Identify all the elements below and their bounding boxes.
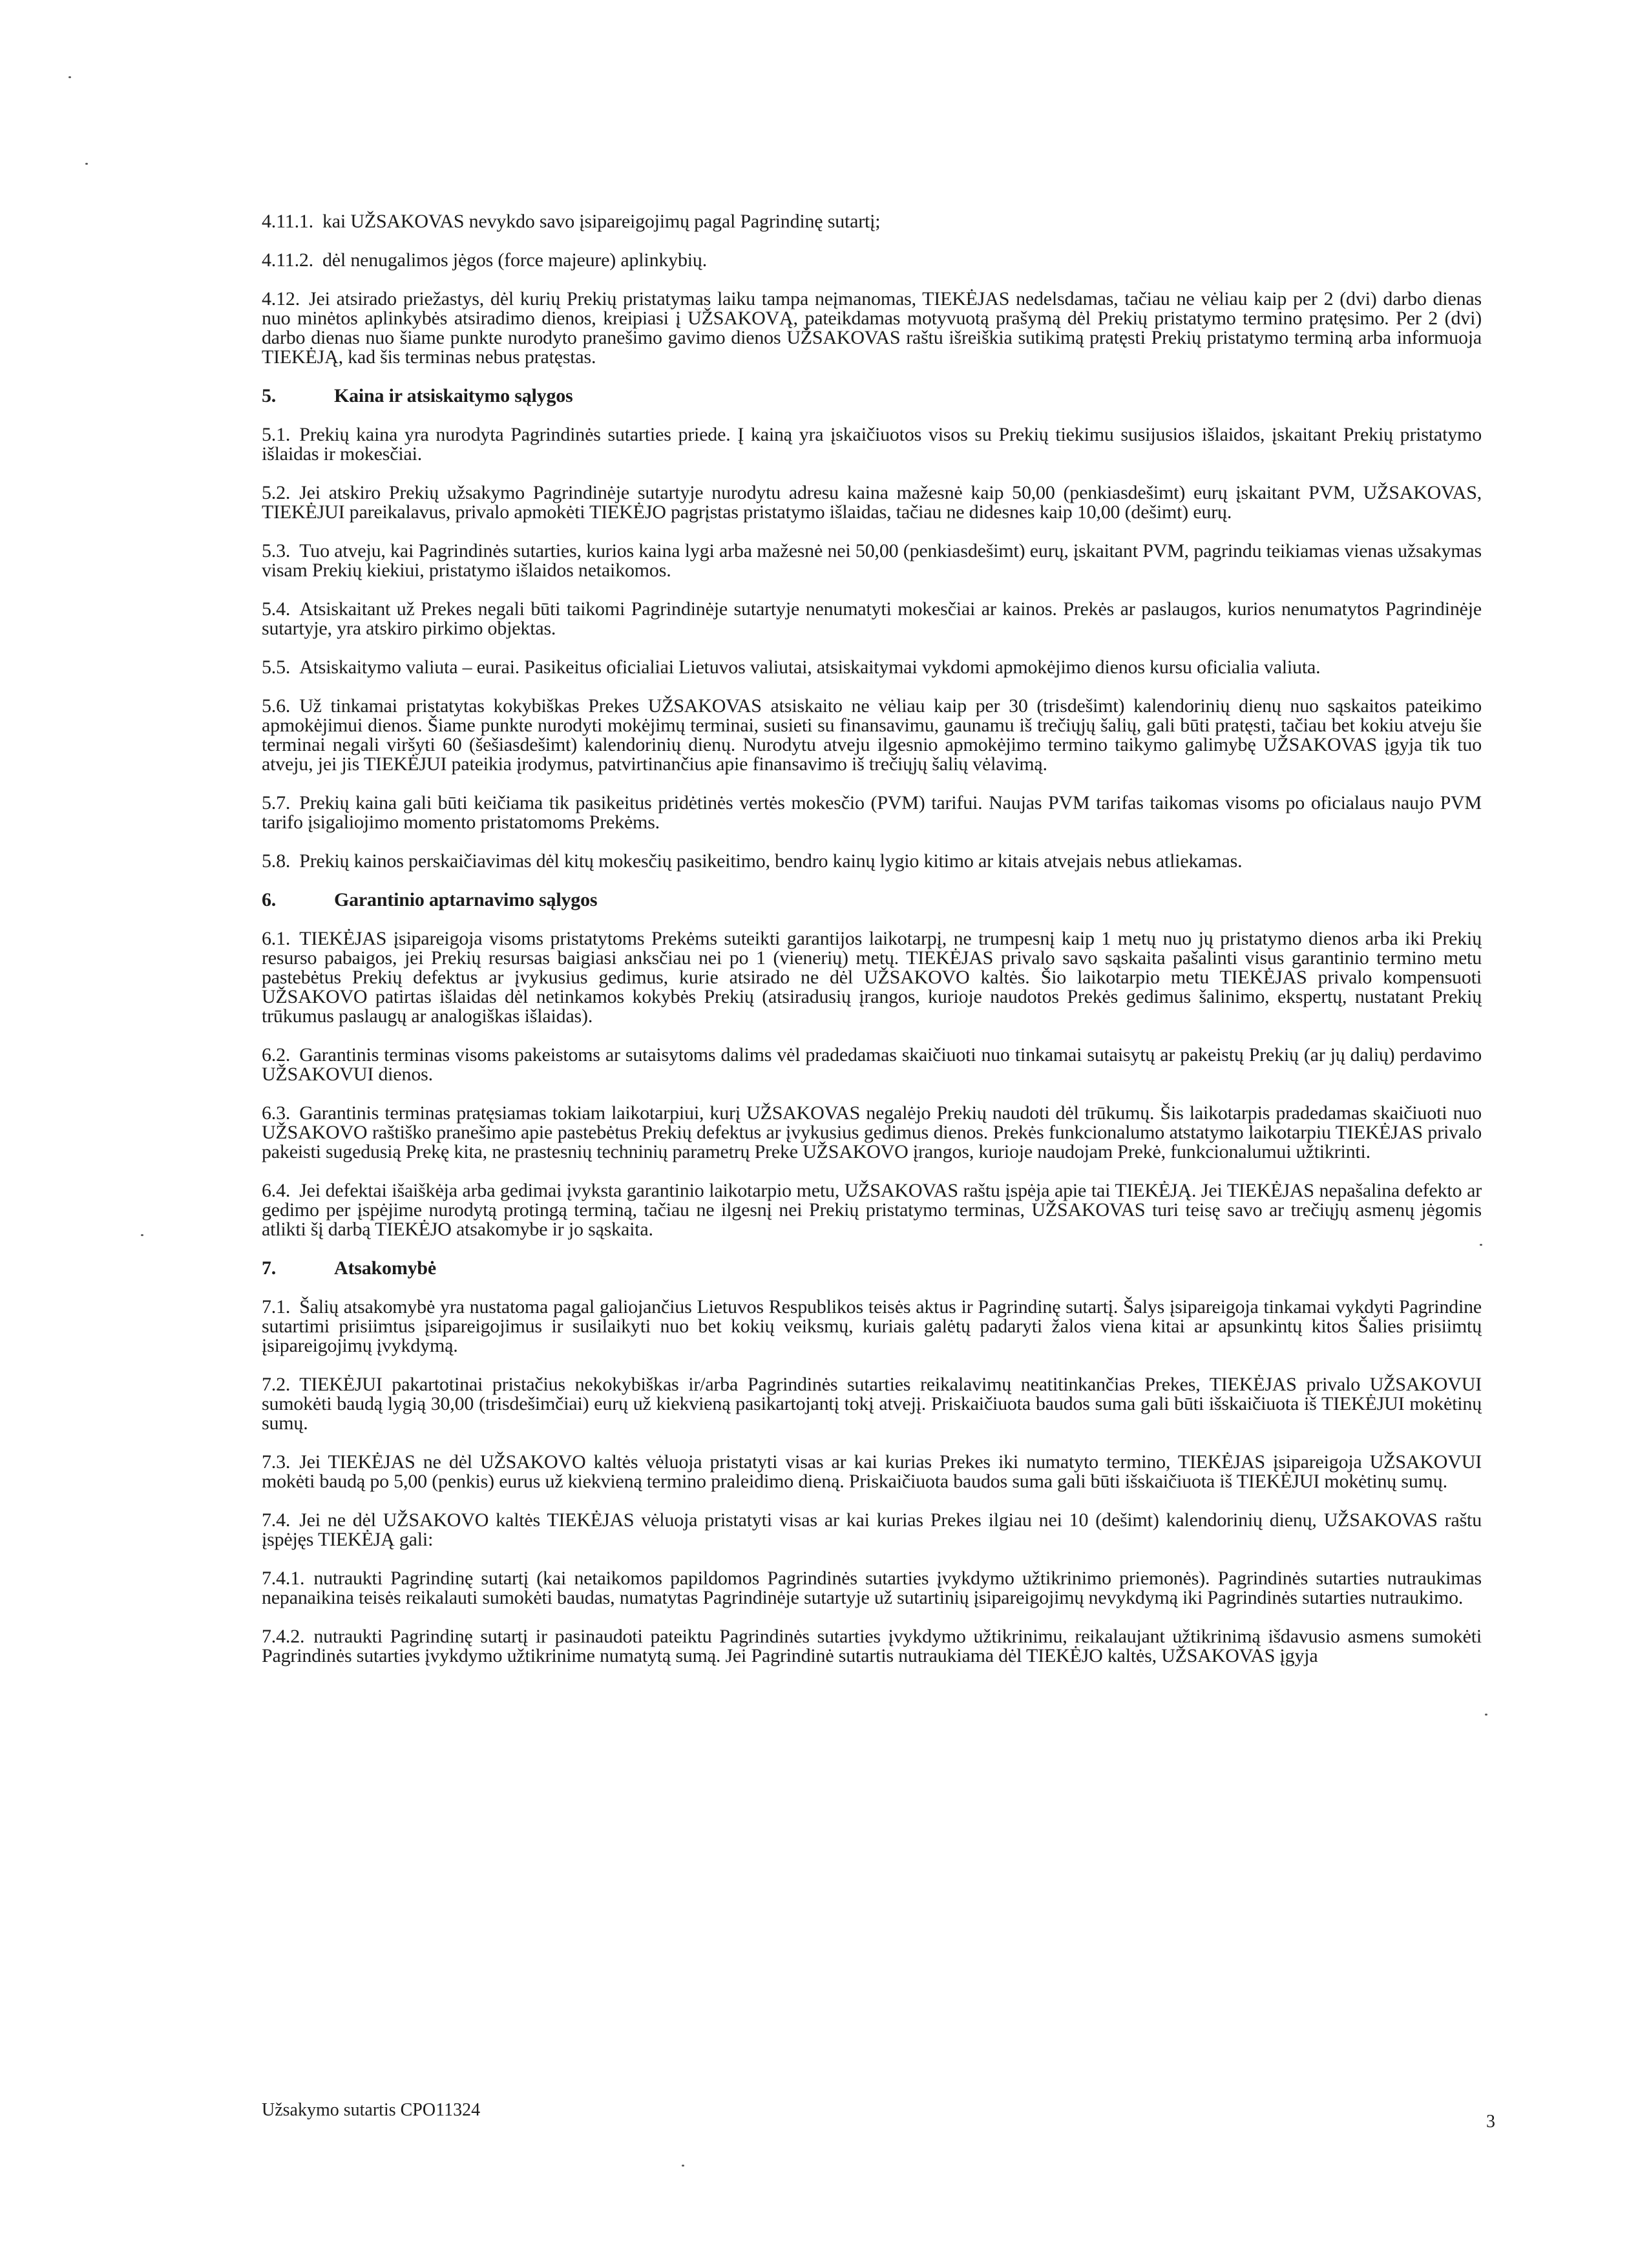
clause-text: nutraukti Pagrindinę sutartį ir pasinaudoti pateiktu Pagrindinės sutarties įvykdymo užtikrinimu, reikalaujant užtikrinimą išdavusio asmens sumokėti Pagrindinės sutarties įvykdymo užtikrinime numatytą sumą. Jei Pagrindinė sutartis nutraukiama dėl TIEKĖJO kaltės, UŽSAKOVAS įgyja [262,1626,1482,1666]
section-number: 5. [262,385,277,406]
clause-number: 7.2. [262,1374,291,1395]
clause-text: Prekių kaina gali būti keičiama tik pasikeitus pridėtinės vertės mokesčio (PVM) tarifui. Naujas PVM tarifas taikomas visoms po oficialaus naujo PVM tarifo įsigaliojimo momento pristatomoms Prekėms. [262,792,1482,833]
clause-number: 5.6. [262,695,291,717]
section-title: Atsakomybė [334,1257,437,1279]
footer-contract-id: Užsakymo sutartis CPO11324 [262,2100,481,2120]
clause-text: Tuo atveju, kai Pagrindinės sutarties, kurios kaina lygi arba mažesnė nei 50,00 (penkiasdešimt) eurų, įskaitant PVM, pagrindu teikiamas vienas užsakymas visam Prekių kiekiui, pristatymo išlaidos netaikomos. [262,540,1482,581]
clause-5-6 [262,697,1482,774]
clause-number: 4.11.1. [262,211,313,232]
scan-speck [68,76,71,78]
section-7-heading [262,1259,1482,1278]
section-number: 6. [262,889,277,910]
clause-6-2 [262,1045,1482,1084]
clause-number: 5.8. [262,850,291,872]
clause-6-1 [262,929,1482,1026]
section-title: Garantinio aptarnavimo sąlygos [334,889,598,910]
clause-number: 5.7. [262,792,291,814]
clause-6-4 [262,1181,1482,1239]
clause-text: dėl nenugalimos jėgos (force majeure) aplinkybių. [322,249,708,271]
clause-5-2 [262,483,1482,522]
clause-number: 6.1. [262,928,291,949]
clause-number: 7.4.2. [262,1626,305,1647]
clause-text: Atsiskaitymo valiuta – eurai. Pasikeitus oficialiai Lietuvos valiutai, atsiskaitymai vykdomi apmokėjimo dienos kursu oficialia valiuta. [299,656,1321,678]
clause-4-11-1 [262,212,1482,231]
clause-text: Jei TIEKĖJAS ne dėl UŽSAKOVO kaltės vėluoja pristatyti visas ar kai kurias Prekes iki numatyto termino, TIEKĖJAS įsipareigoja UŽSAKOVUI mokėti baudą po 5,00 (penkis) eurus už kiekvieną termino praleidimo dieną. Priskaičiuota baudos suma gali būti išskaičiuota iš TIEKĖJUI mokėtinų sumų. [262,1451,1482,1492]
clause-7-2 [262,1375,1482,1433]
clause-number: 5.3. [262,540,291,562]
clause-7-1 [262,1297,1482,1356]
clause-5-3 [262,541,1482,580]
clause-text: TIEKĖJAS įsipareigoja visoms pristatytoms Prekėms suteikti garantijos laikotarpį, ne trumpesnį kaip 1 metų nuo jų pristatymo dienos arba iki Prekių resurso pabaigos, jei Prekių resursas baigiasi anksčiau nei po 1 (vienerių) metų. TIEKĖJAS privalo savo sąskaita pašalinti visus garantinio termino metu pastebėtus Prekių defektus ar įvykusius gedimus, kurie atsirado ne dėl UŽSAKOVO kaltės. Šio laikotarpio metu TIEKĖJAS privalo kompensuoti UŽSAKOVO patirtas išlaidas dėl netinkamos kokybės Prekių (atsiradusių įrangos, kurioje naudotos Prekės gedimus šalinimo, ekspertų, nustatant Prekių trūkumus paslaugų ar analogiškas išlaidas). [262,928,1482,1027]
scan-speck [1485,1714,1487,1716]
clause-text: TIEKĖJUI pakartotinai pristačius nekokybiškas ir/arba Pagrindinės sutarties reikalavimų neatitinkančias Prekes, TIEKĖJAS privalo UŽSAKOVUI sumokėti baudą lygią 30,00 (trisdešimčiai) eurų už kiekvieną pasikartojantį tokį atvejį. Priskaičiuota baudos suma gali būti išskaičiuota iš TIEKĖJUI mokėtinų sumų. [262,1374,1482,1434]
clause-5-5 [262,658,1482,677]
clause-number: 4.12. [262,288,300,310]
clause-number: 7.1. [262,1296,291,1318]
clause-text: Prekių kaina yra nurodyta Pagrindinės sutarties priede. Į kainą yra įskaičiuotos visos su Prekių tiekimu susijusios išlaidos, įskaitant Prekių pristatymo išlaidas ir mokesčiai. [262,424,1482,465]
clause-text: Garantinis terminas pratęsiamas tokiam laikotarpiui, kurį UŽSAKOVAS negalėjo Prekių naudoti dėl trūkumų. Šis laikotarpis pradedamas skaičiuoti nuo UŽSAKOVO raštiško pranešimo apie pastebėtus Prekių defektus ar įvykusius gedimus dienos. Prekės funkcionalumo atstatymo laikotarpiu TIEKĖJAS privalo pakeisti sugedusią Prekę kita, ne prastesnių techninių parametrų Preke UŽSAKOVO įrangos, kurioje naudojam Prekė, funkcionalumui užtikrinti. [262,1102,1482,1162]
section-6-heading [262,890,1482,910]
clause-5-4 [262,600,1482,638]
clause-text: Garantinis terminas visoms pakeistoms ar sutaisytoms dalims vėl pradedamas skaičiuoti nuo tinkamai sutaisytų ar pakeistų Prekių (ar jų dalių) perdavimo UŽSAKOVUI dienos. [262,1044,1482,1085]
clause-4-11-2 [262,251,1482,270]
clause-5-8 [262,852,1482,871]
section-number: 7. [262,1257,277,1279]
clause-number: 4.11.2. [262,249,313,271]
clause-number: 7.4. [262,1509,291,1531]
document-body [262,212,1482,1685]
clause-5-1 [262,425,1482,464]
clause-text: Šalių atsakomybė yra nustatoma pagal galiojančius Lietuvos Respublikos teisės aktus ir Pagrindinę sutartį. Šalys įsipareigoja tinkamai vykdyti Pagrindine sutartimi prisiimtus įsipareigojimus ir susilaikyti nuo bet kokių veiksmų, kuriais galėtų padaryti žalos viena kitai ar apsunkintų kitos Šalies prisiimtų įsipareigojimų įvykdymą. [262,1296,1482,1356]
clause-7-4-2 [262,1627,1482,1666]
clause-text: Atsiskaitant už Prekes negali būti taikomi Pagrindinėje sutartyje nenumatyti mokesčiai ar kainos. Prekės ar paslaugos, kurios nenumatytos Pagrindinėje sutartyje, yra atskiro pirkimo objektas. [262,598,1482,639]
clause-text: Jei ne dėl UŽSAKOVO kaltės TIEKĖJAS vėluoja pristatyti visas ar kai kurias Prekes ilgiau nei 10 (dešimt) kalendorinių dienų, UŽSAKOVAS raštu įspėjęs TIEKĖJĄ gali: [262,1509,1482,1550]
clause-number: 5.1. [262,424,291,445]
clause-number: 5.2. [262,482,291,503]
clause-7-4-1 [262,1569,1482,1608]
clause-number: 6.3. [262,1102,291,1124]
scan-speck [141,1234,143,1236]
clause-number: 6.2. [262,1044,291,1066]
clause-text: nutraukti Pagrindinę sutartį (kai netaikomos papildomos Pagrindinės sutarties įvykdymo užtikrinimo priemonės). Pagrindinės sutarties nutraukimas nepanaikina teisės reikalauti sumokėti baudas, numatytas Pagrindinėje sutartyje už sutartinių įsipareigojimų nevykdymą iki Pagrindinės sutarties nutraukimo. [262,1568,1482,1608]
section-title: Kaina ir atsiskaitymo sąlygos [334,385,573,406]
clause-text: kai UŽSAKOVAS nevykdo savo įsipareigojimų pagal Pagrindinę sutartį; [322,211,881,232]
scan-speck [85,163,88,165]
clause-5-7 [262,793,1482,832]
clause-text: Už tinkamai pristatytas kokybiškas Prekes UŽSAKOVAS atsiskaito ne vėliau kaip per 30 (trisdešimt) kalendorinių dienų nuo sąskaitos pateikimo apmokėjimui dienos. Šiame punkte nurodyti mokėjimų terminai, susieti su finansavimu, gaunamu iš trečiųjų šalių, gali būti pratęsti, tačiau bet kokiu atveju šie terminai negali viršyti 60 (šešiasdešimt) kalendorinių dienų. Nurodytu atveju ilgesnio apmokėjimo termino taikymo galimybę UŽSAKOVAS įgyja tik tuo atveju, jei jis TIEKĖJUI pateikia įrodymus, patvirtinančius apie finansavimo iš trečiųjų šalių vėlavimą. [262,695,1482,775]
clause-text: Jei atskiro Prekių užsakymo Pagrindinėje sutartyje nurodytu adresu kaina mažesnė kaip 50,00 (penkiasdešimt) eurų įskaitant PVM, UŽSAKOVAS, TIEKĖJUI pareikalavus, privalo apmokėti TIEKĖJO pagrįstas pristatymo išlaidas, tačiau ne didesnes kaip 10,00 (dešimt) eurų. [262,482,1482,523]
clause-4-12 [262,289,1482,367]
scan-speck [682,2165,684,2167]
page-number: 3 [1486,2112,1495,2132]
clause-text: Prekių kainos perskaičiavimas dėl kitų mokesčių pasikeitimo, bendro kainų lygio kitimo ar kitais atvejais nebus atliekamas. [299,850,1243,872]
clause-text: Jei defektai išaiškėja arba gedimai įvyksta garantinio laikotarpio metu, UŽSAKOVAS raštu įspėja apie tai TIEKĖJĄ. Jei TIEKĖJAS nepašalina defekto ar gedimo per įspėjime nurodytą protingą terminą, tačiau ne ilgesnį nei Prekių pristatymo terminas, UŽSAKOVAS turi teisę savo ar trečiųjų asmenų jėgomis atlikti šį darbą TIEKĖJO atsakomybe ir jo sąskaita. [262,1180,1482,1240]
clause-number: 7.4.1. [262,1568,305,1589]
clause-7-4 [262,1511,1482,1549]
clause-number: 6.4. [262,1180,291,1201]
clause-text: Jei atsirado priežastys, dėl kurių Prekių pristatymas laiku tampa neįmanomas, TIEKĖJAS nedelsdamas, tačiau ne vėliau kaip per 2 (dvi) darbo dienas nuo minėtos aplinkybės atsiradimo dienos, kreipiasi į UŽSAKOVĄ, pateikdamas motyvuotą prašymą dėl Prekių pristatymo termino pratęsimo. Per 2 (dvi) darbo dienas nuo šiame punkte nurodyto pranešimo gavimo dienos UŽSAKOVAS raštu išreiškia sutikimą pratęsti Prekių pristatymo terminą arba informuoja TIEKĖJĄ, kad šis terminas nebus pratęstas. [262,288,1482,368]
clause-number: 5.4. [262,598,291,620]
clause-6-3 [262,1104,1482,1162]
clause-number: 5.5. [262,656,291,678]
clause-7-3 [262,1453,1482,1491]
section-5-heading [262,386,1482,406]
clause-number: 7.3. [262,1451,291,1473]
